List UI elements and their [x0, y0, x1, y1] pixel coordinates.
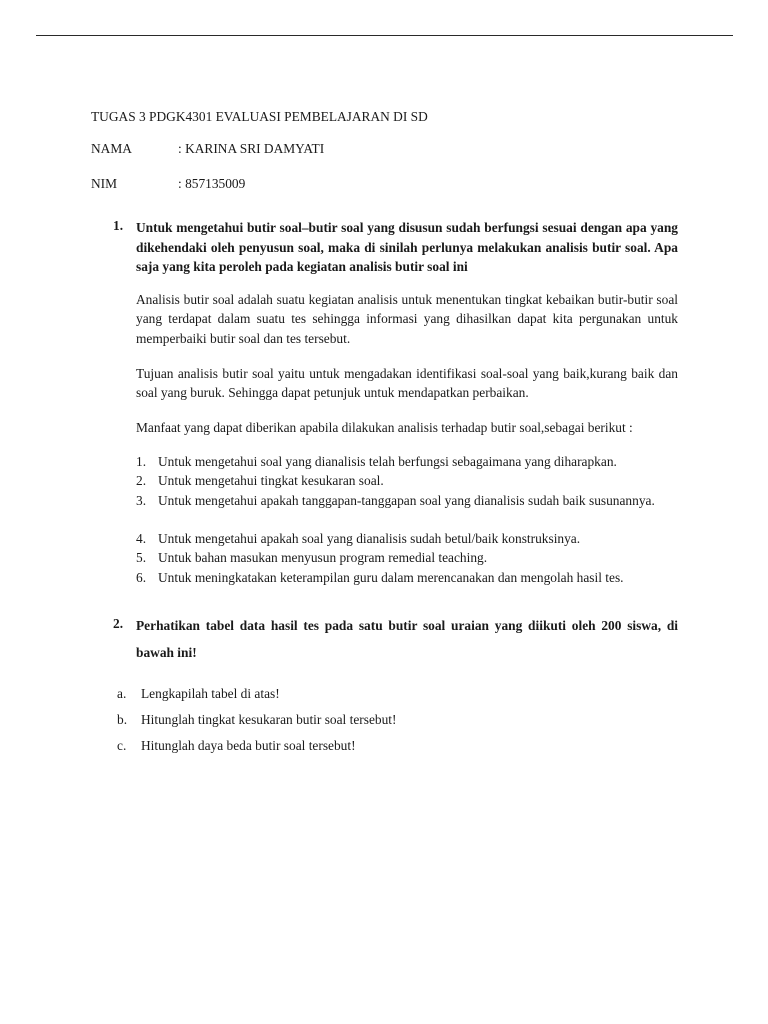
list-item-text: Untuk bahan masukan menyusun program remedial teaching.: [158, 550, 488, 566]
list-item: [136, 452, 678, 471]
subitem-letter: c.: [117, 738, 127, 753]
answer-paragraph-2: Tujuan analisis butir soal yaitu untuk mengadakan identifikasi soal-soal yang baik,kurang baik dan soal yang buruk. Sehingga dapat petunjuk untuk mendapatkan perbaikan.: [136, 366, 678, 401]
top-horizontal-rule: [36, 35, 733, 36]
subitem-text: Lengkapilah tabel di atas!: [141, 686, 280, 701]
list-item-number: 4.: [136, 531, 147, 546]
nim-label: NIM: [91, 176, 118, 191]
list-item-number: 5.: [136, 550, 147, 566]
document-title: TUGAS 3 PDGK4301 EVALUASI PEMBELAJARAN DI SD: [91, 109, 428, 124]
list-item-text: Untuk mengetahui apakah tanggapan-tanggapan soal yang dianalisis sudah baik susunannya.: [158, 492, 655, 508]
nim-value: : 857135009: [178, 176, 246, 191]
list-item-number: 3.: [136, 492, 147, 508]
list-item: [136, 491, 678, 510]
subitem-text: Hitunglah daya beda butir soal tersebut!: [141, 738, 356, 753]
list-item-number: 2.: [136, 473, 147, 489]
answer-paragraph-1: Analisis butir soal adalah suatu kegiatan analisis untuk menentukan tingkat kebaikan butir-butir soal yang terdapat dalam suatu tes sehingga informasi yang dihasilkan dapat kita pergunakan untuk memperbaiki butir soal dan tes tersebut.: [136, 292, 678, 346]
benefits-list-part-2: [136, 529, 678, 587]
list-item-text: Untuk mengetahui soal yang dianalisis telah berfungsi sebagaimana yang diharapkan.: [158, 454, 617, 469]
benefits-list-part-1: [136, 452, 678, 510]
subitem-letter: b.: [117, 712, 128, 727]
list-item-text: Untuk meningkatakan keterampilan guru dalam merencanakan dan mengolah hasil tes.: [158, 569, 624, 585]
subitem-b: [117, 712, 396, 728]
nama-label: NAMA: [91, 141, 132, 156]
subitem-letter: a.: [117, 686, 127, 701]
subitem-text: Hitunglah tingkat kesukaran butir soal tersebut!: [141, 712, 397, 727]
question-1-text: Untuk mengetahui butir soal–butir soal yang disusun sudah berfungsi sesuai dengan apa yang dikehendaki oleh penyusun soal, maka di sinilah perlunya melakukan analisis butir soal. Apa saja yang kita peroleh pada kegiatan analisis butir soal ini: [136, 220, 678, 274]
subitem-a: [117, 686, 280, 702]
list-item: [136, 471, 678, 490]
list-item: [136, 568, 678, 587]
question-2-number: 2.: [113, 616, 124, 631]
list-item-text: Untuk mengetahui apakah soal yang dianalisis sudah betul/baik konstruksinya.: [158, 531, 581, 546]
list-item-number: 1.: [136, 454, 147, 469]
list-item: [136, 548, 678, 567]
subitem-c: [117, 738, 356, 754]
nama-value: : KARINA SRI DAMYATI: [178, 141, 325, 156]
list-item: [136, 529, 678, 548]
question-2-text: Perhatikan tabel data hasil tes pada satu butir soal uraian yang diikuti oleh 200 siswa, di bawah ini!: [136, 618, 678, 660]
question-1-number: 1.: [113, 218, 124, 233]
list-item-number: 6.: [136, 569, 147, 585]
list-item-text: Untuk mengetahui tingkat kesukaran soal.: [158, 473, 384, 489]
answer-paragraph-3: Manfaat yang dapat diberikan apabila dilakukan analisis terhadap butir soal,sebagai berikut :: [136, 420, 633, 435]
